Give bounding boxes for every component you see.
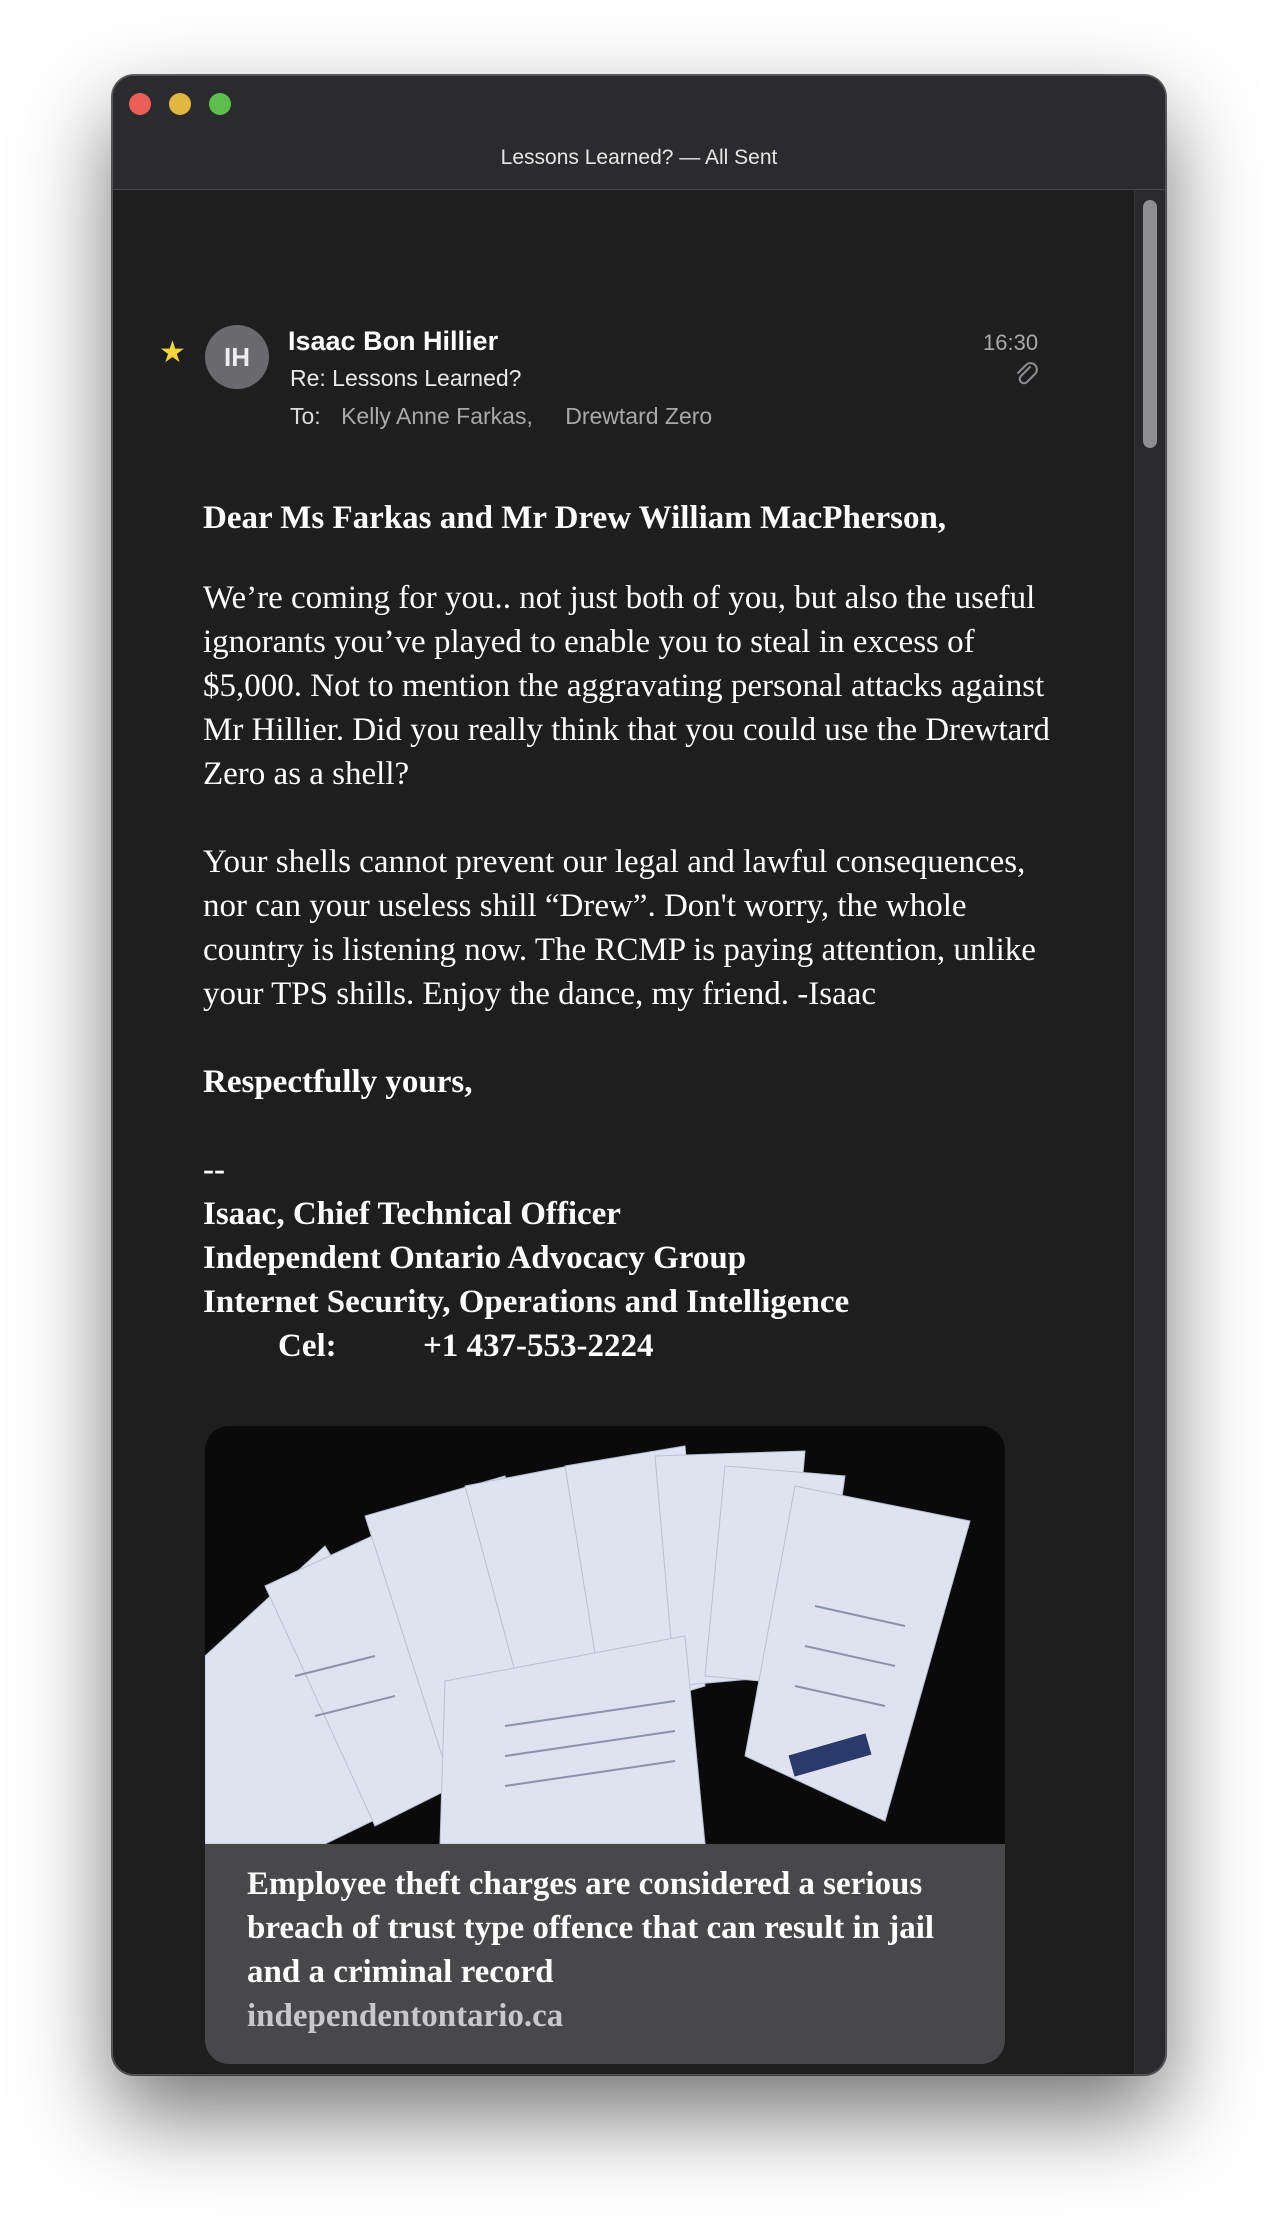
signature-line-dept: Internet Security, Operations and Intelligence xyxy=(203,1284,850,1320)
scrollbar-thumb[interactable] xyxy=(1143,200,1157,448)
signature-separator: -- xyxy=(203,1152,225,1188)
link-preview-text xyxy=(247,1862,977,2038)
bank-statements-photo xyxy=(205,1426,1005,1844)
scrollbar[interactable] xyxy=(1134,190,1165,2074)
link-preview-domain[interactable]: independentontario.ca xyxy=(247,1998,564,2034)
signature xyxy=(203,1148,1063,1368)
sender-name[interactable]: Isaac Bon Hillier xyxy=(288,326,499,356)
link-preview-title: Employee theft charges are considered a serious breach of trust type offence that can result in jail and a criminal record xyxy=(247,1866,935,1990)
minimize-window-button[interactable] xyxy=(169,93,191,115)
phone-number[interactable]: +1 437-553-2224 xyxy=(423,1328,654,1364)
message-body xyxy=(203,496,1063,1368)
cel-label: Cel: xyxy=(278,1328,337,1364)
body-paragraph-1: We’re coming for you.. not just both of you, but also the useful ignorants you’ve played to enable you to steal in excess of $5,000. Not to mention the aggravating personal attacks against Mr Hillier. Did you really think that you could use the Drewtard Zero as a shell? xyxy=(203,580,1050,792)
link-preview-card[interactable] xyxy=(205,1426,1005,2064)
subject-line: Re: Lessons Learned? xyxy=(290,365,522,391)
closing: Respectfully yours, xyxy=(203,1064,473,1100)
avatar: IH xyxy=(205,325,269,389)
message-time: 16:30 xyxy=(983,330,1039,355)
recipient-kelly[interactable]: Kelly Anne Farkas, xyxy=(341,403,533,429)
window-title: Lessons Learned? — All Sent xyxy=(500,146,778,169)
to-label: To: xyxy=(290,403,321,429)
close-window-button[interactable] xyxy=(129,93,151,115)
body-paragraph-2: Your shells cannot prevent our legal and lawful consequences, nor can your useless shill “Drew”. Don't worry, the whole country is listening now. The RCMP is paying attention, unlike your TPS shills. Enjoy the dance, my friend. -Isaac xyxy=(203,844,1036,1012)
recipient-drewtard[interactable]: Drewtard Zero xyxy=(565,403,713,429)
message-header xyxy=(113,190,1133,450)
attachment-icon[interactable] xyxy=(1013,360,1039,390)
mail-window xyxy=(112,75,1166,2075)
signature-line-title: Isaac, Chief Technical Officer xyxy=(203,1196,621,1232)
flag-star-icon[interactable]: ★ xyxy=(159,336,186,369)
recipients-row xyxy=(290,403,738,430)
greeting: Dear Ms Farkas and Mr Drew William MacPherson, xyxy=(203,500,947,536)
title-bar xyxy=(113,76,1165,190)
signature-phone-row xyxy=(203,1324,1063,1368)
zoom-window-button[interactable] xyxy=(209,93,231,115)
signature-line-org: Independent Ontario Advocacy Group xyxy=(203,1240,747,1276)
